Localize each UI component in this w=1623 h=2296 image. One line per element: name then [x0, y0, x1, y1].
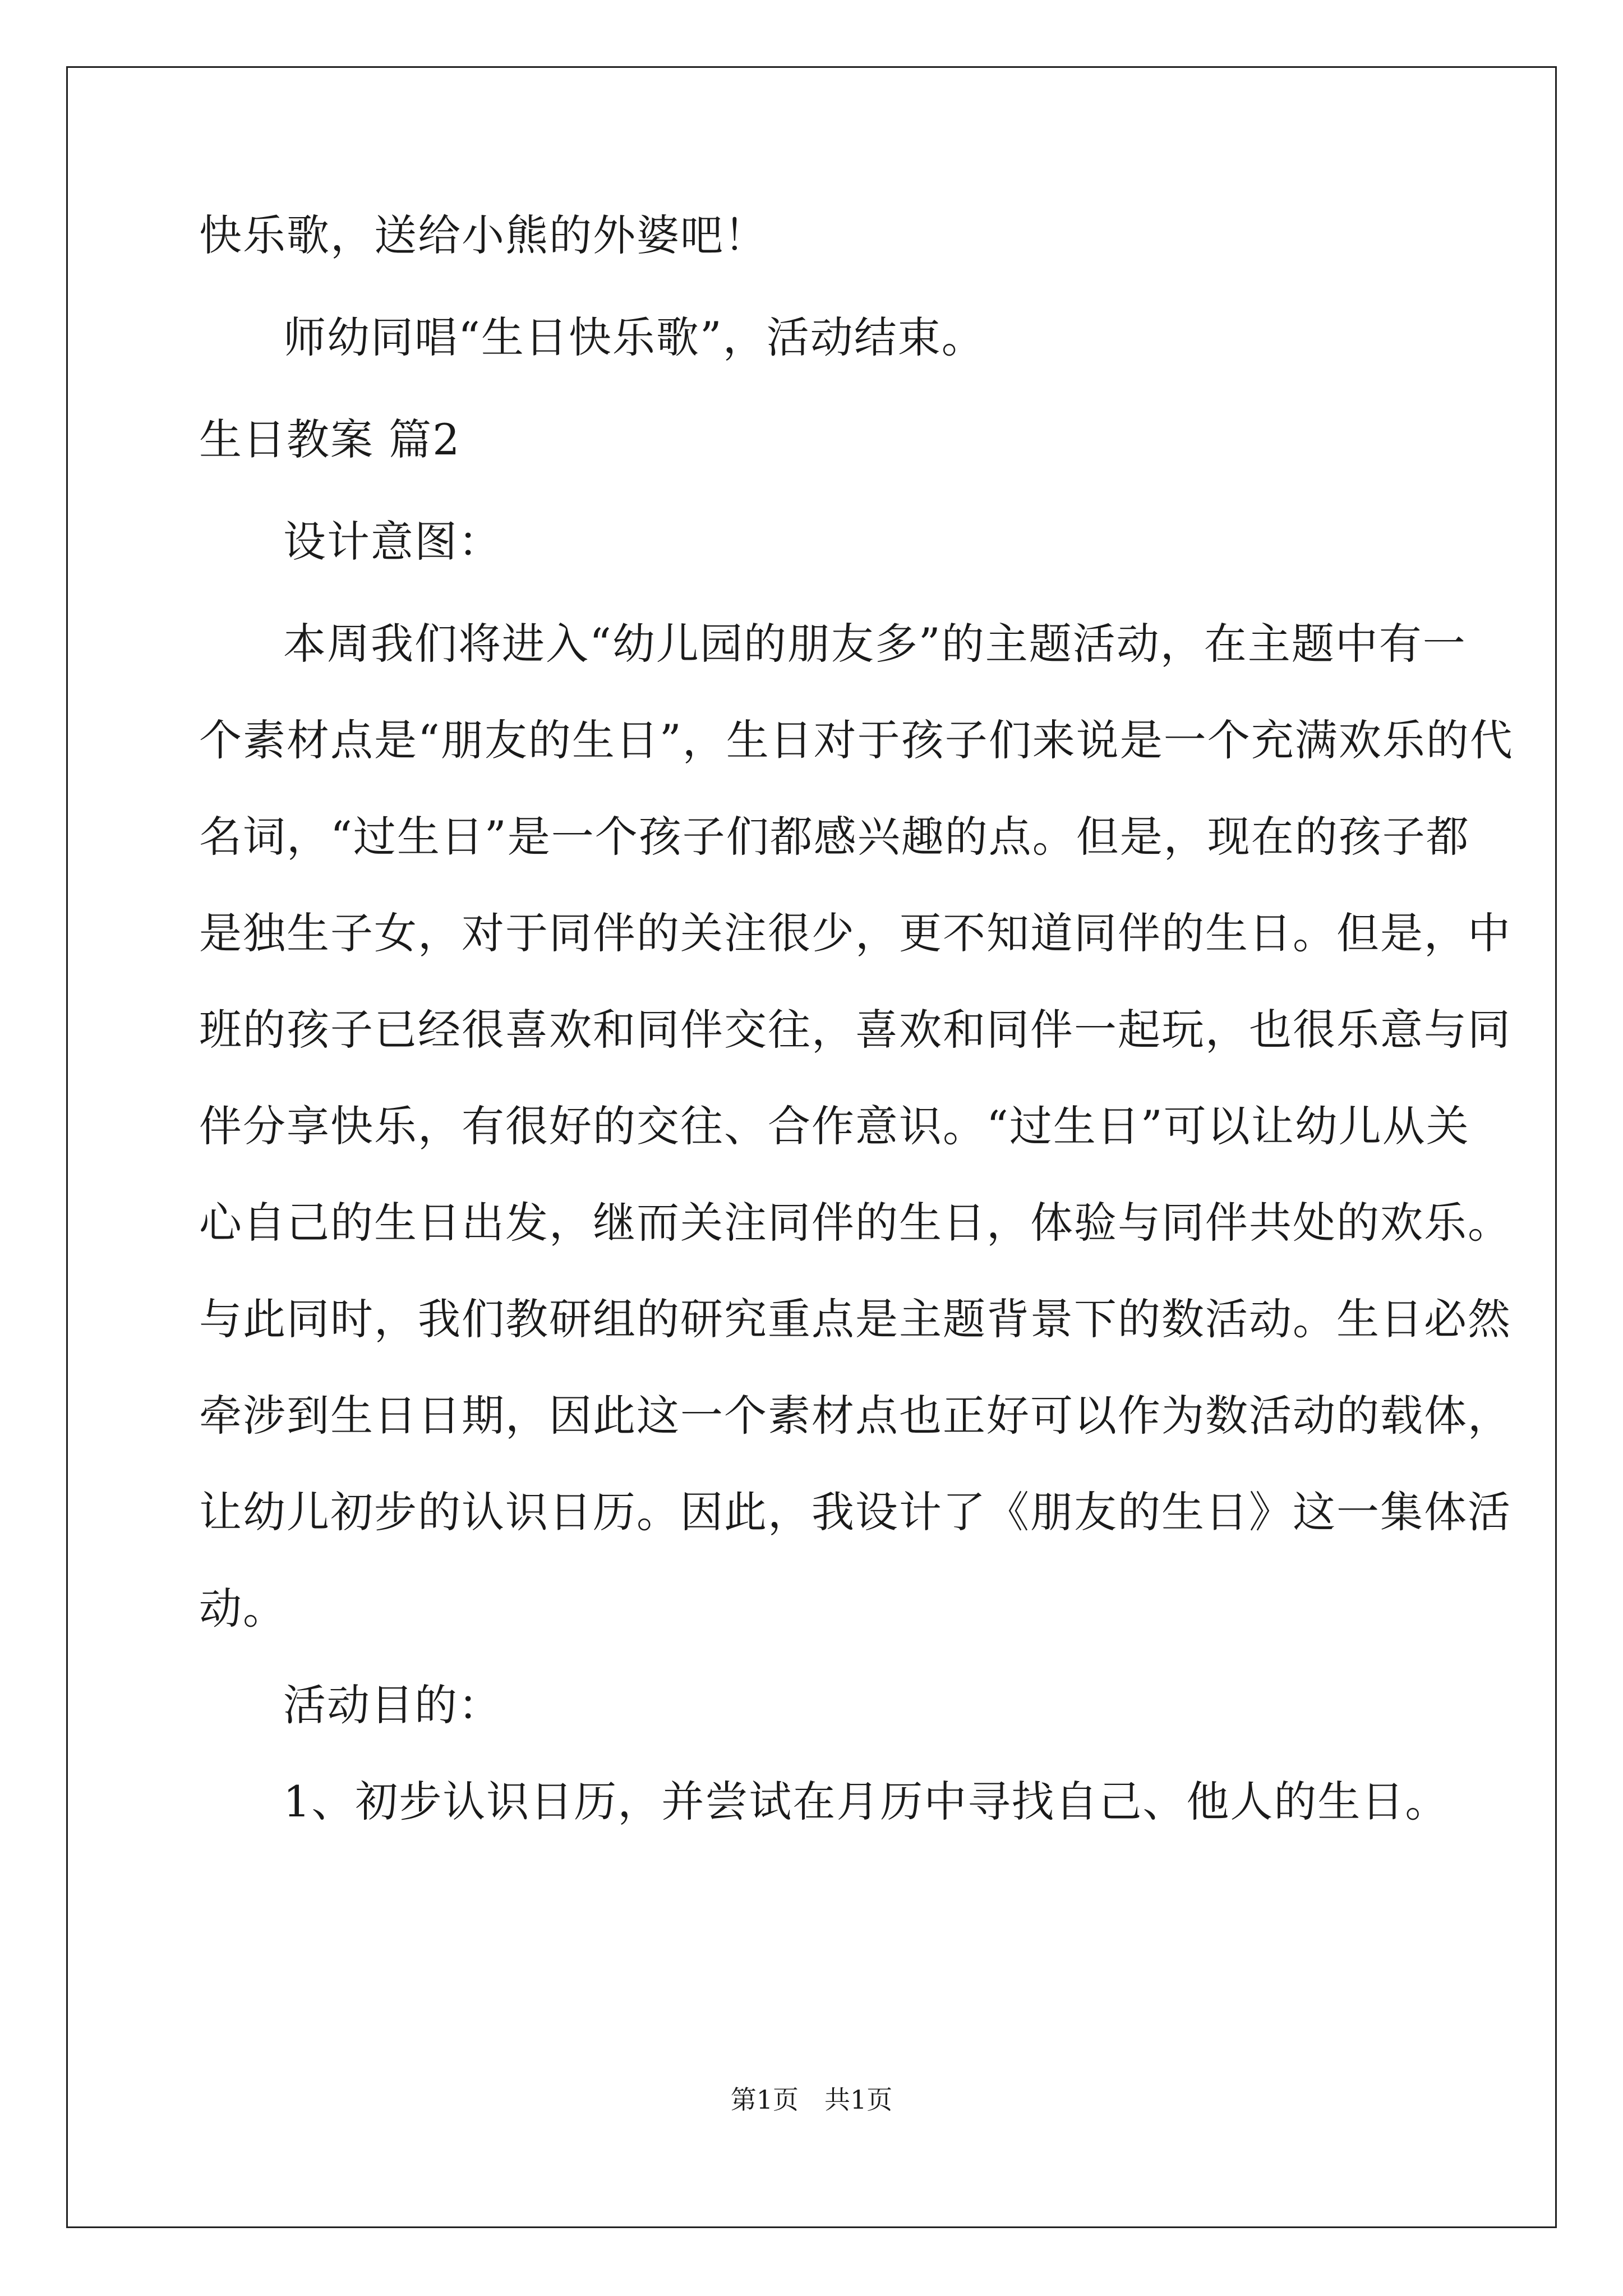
section-heading: 生日教案 篇2: [199, 415, 461, 464]
paragraph-line: 名词，“过生日”是一个孩子们都感兴趣的点。但是，现在的孩子都: [199, 812, 1470, 862]
subheading-activity-goals: 活动目的：: [283, 1680, 502, 1730]
paragraph-line: 是独生子女，对于同伴的关注很少，更不知道同伴的生日。但是，中: [199, 908, 1511, 958]
paragraph-line: 让幼儿初步的认识日历。因此，我设计了《朋友的生日》这一集体活: [199, 1487, 1511, 1537]
paragraph-line: 伴分享快乐，有很好的交往、合作意识。“过生日”可以让幼儿从关: [199, 1101, 1470, 1151]
paragraph-line: 与此同时，我们教研组的研究重点是主题背景下的数活动。生日必然: [199, 1294, 1511, 1344]
paragraph-line: 牵涉到生日日期，因此这一个素材点也正好可以作为数活动的载体，: [199, 1391, 1511, 1441]
paragraph-line: 动。: [199, 1584, 287, 1634]
paragraph-line: 班的孩子已经很喜欢和同伴交往，喜欢和同伴一起玩，也很乐意与同: [199, 1005, 1511, 1055]
page-footer: 第1页 共1页: [730, 2085, 893, 2115]
paragraph-line: 快乐歌，送给小熊的外婆吧！: [199, 210, 768, 260]
paragraph-line: 心自己的生日出发，继而关注同伴的生日，体验与同伴共处的欢乐。: [199, 1198, 1511, 1248]
list-item: 1、初步认识日历，并尝试在月历中寻找自己、他人的生日。: [283, 1777, 1449, 1826]
subheading-design-intent: 设计意图：: [283, 517, 502, 567]
paragraph-line: 本周我们将进入“幼儿园的朋友多”的主题活动，在主题中有一: [283, 619, 1467, 669]
document-body: [199, 208, 1514, 1870]
paragraph-line: 师幼同唱“生日快乐歌”，活动结束。: [283, 312, 985, 362]
paragraph-line: 个素材点是“朋友的生日”，生日对于孩子们来说是一个充满欢乐的代: [199, 715, 1514, 765]
